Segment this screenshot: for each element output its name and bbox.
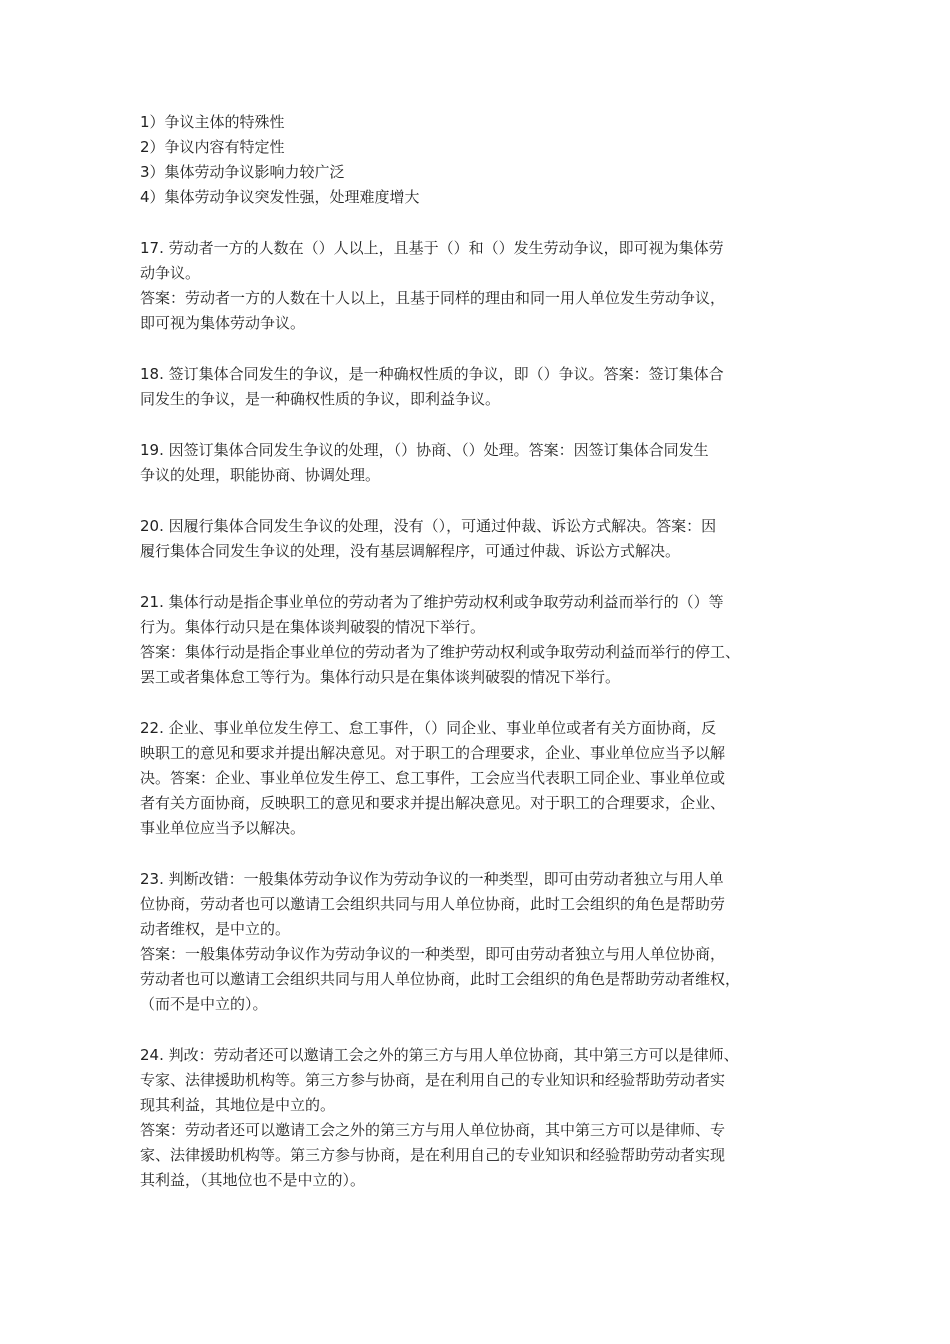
paragraph-line: 者有关方面协商，反映职工的意见和要求并提出解决意见。对于职工的合理要求，企业、 <box>140 794 726 812</box>
paragraph-line: （而不是中立的）。 <box>140 995 268 1013</box>
paragraph-line: 17. 劳动者一方的人数在（）人以上，且基于（）和（）发生劳动争议，即可视为集体劳 <box>140 239 724 257</box>
question-20 <box>140 514 820 564</box>
paragraph-line: 22. 企业、事业单位发生停工、怠工事件，（）同企业、事业单位或者有关方面协商，反 <box>140 719 717 737</box>
paragraph-line: 争议的处理，职能协商、协调处理。 <box>140 466 381 484</box>
list-item: 4）集体劳动争议突发性强，处理难度增大 <box>140 188 420 206</box>
list-item: 1）争议主体的特殊性 <box>140 113 285 131</box>
paragraph-line: 21. 集体行动是指企事业单位的劳动者为了维护劳动权利或争取劳动利益而举行的（）等 <box>140 593 724 611</box>
paragraph-line: 事业单位应当予以解决。 <box>140 819 306 837</box>
paragraph-line: 答案：劳动者一方的人数在十人以上，且基于同样的理由和同一用人单位发生劳动争议， <box>140 289 726 307</box>
list-item: 2）争议内容有特定性 <box>140 138 285 156</box>
paragraph-line: 映职工的意见和要求并提出解决意见。对于职工的合理要求，企业、事业单位应当予以解 <box>140 744 726 762</box>
paragraph-line: 19. 因签订集体合同发生争议的处理，（）协商、（）处理。答案：因签订集体合同发生 <box>140 441 709 459</box>
paragraph-line: 20. 因履行集体合同发生争议的处理，没有（），可通过仲裁、诉讼方式解决。答案：因 <box>140 517 717 535</box>
question-19 <box>140 438 820 488</box>
paragraph-line: 罢工或者集体怠工等行为。集体行动只是在集体谈判破裂的情况下举行。 <box>140 668 621 686</box>
intro-list <box>140 110 820 210</box>
question-21 <box>140 590 820 690</box>
question-18 <box>140 362 820 412</box>
question-22 <box>140 716 820 841</box>
paragraph-line: 家、法律援助机构等。第三方参与协商，是在利用自己的专业知识和经验帮助劳动者实现 <box>140 1146 726 1164</box>
paragraph-line: 答案：集体行动是指企事业单位的劳动者为了维护劳动权利或争取劳动利益而举行的停工、 <box>140 643 741 661</box>
paragraph-line: 18. 签订集体合同发生的争议，是一种确权性质的争议，即（）争议。答案：签订集体合 <box>140 365 724 383</box>
document-page <box>140 110 820 1193</box>
list-item: 3）集体劳动争议影响力较广泛 <box>140 163 345 181</box>
paragraph-line: 即可视为集体劳动争议。 <box>140 314 306 332</box>
paragraph-line: 现其利益，其地位是中立的。 <box>140 1096 336 1114</box>
paragraph-line: 动争议。 <box>140 264 201 282</box>
question-23 <box>140 867 820 1017</box>
paragraph-line: 劳动者也可以邀请工会组织共同与用人单位协商，此时工会组织的角色是帮助劳动者维权， <box>140 970 741 988</box>
paragraph-line: 同发生的争议，是一种确权性质的争议，即利益争议。 <box>140 390 501 408</box>
paragraph-line: 24. 判改：劳动者还可以邀请工会之外的第三方与用人单位协商，其中第三方可以是律师、 <box>140 1046 739 1064</box>
paragraph-line: 履行集体合同发生争议的处理，没有基层调解程序，可通过仲裁、诉讼方式解决。 <box>140 542 681 560</box>
question-24 <box>140 1043 820 1193</box>
paragraph-line: 答案：一般集体劳动争议作为劳动争议的一种类型，即可由劳动者独立与用人单位协商， <box>140 945 726 963</box>
paragraph-line: 专家、法律援助机构等。第三方参与协商，是在利用自己的专业知识和经验帮助劳动者实 <box>140 1071 726 1089</box>
question-17 <box>140 236 820 336</box>
paragraph-line: 行为。集体行动只是在集体谈判破裂的情况下举行。 <box>140 618 486 636</box>
paragraph-line: 其利益，（其地位也不是中立的）。 <box>140 1171 366 1189</box>
paragraph-line: 决。答案：企业、事业单位发生停工、怠工事件，工会应当代表职工同企业、事业单位或 <box>140 769 726 787</box>
paragraph-line: 位协商，劳动者也可以邀请工会组织共同与用人单位协商，此时工会组织的角色是帮助劳 <box>140 895 726 913</box>
paragraph-line: 23. 判断改错：一般集体劳动争议作为劳动争议的一种类型，即可由劳动者独立与用人单 <box>140 870 724 888</box>
paragraph-line: 动者维权，是中立的。 <box>140 920 291 938</box>
paragraph-line: 答案：劳动者还可以邀请工会之外的第三方与用人单位协商，其中第三方可以是律师、专 <box>140 1121 726 1139</box>
